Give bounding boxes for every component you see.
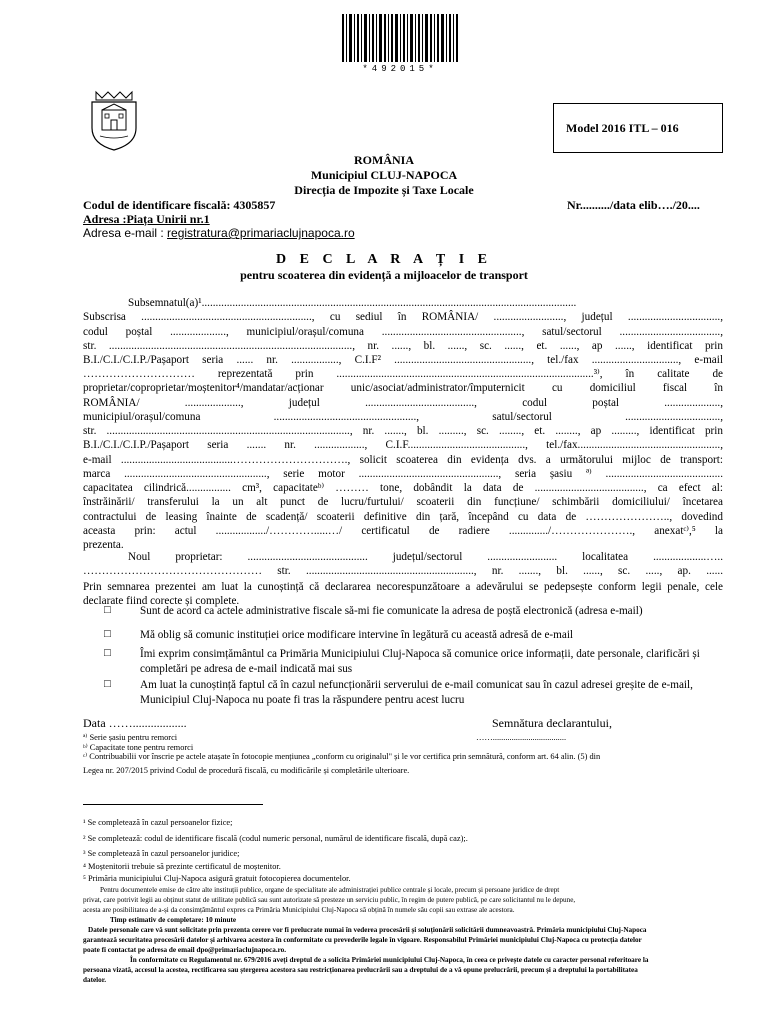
privacy-line: garantează securitatea procesării datelor și arhivarea acestora în conformitate cu prevederile legale în vigoare. Responsabilul Primăriei municipiului Cluj-Napoca cu protecția datelor — [83, 936, 642, 944]
privacy-line: În conformitate cu Regulamentul nr. 679/2016 aveți dreptul de a solicita Primăriei municipiului Cluj-Napoca, în ceea ce privește datele cu caracter personal referitoare la — [130, 956, 649, 964]
privacy-line: privat, care potrivit legii au obținut statut de utilitate publică sau sunt autorizate să presteze un serviciu public, în regim de putere publică, pe care solicitantul nu le depune, — [83, 896, 576, 904]
privacy-line: Timp estimativ de completare: 10 minute — [110, 916, 237, 924]
body-line: proprietar/coproprietar/moștenitor⁴/mandatar/acționar unic/asociat/administrator/împuternicit cu domiciliul fiscal în — [83, 382, 723, 394]
body-line: e-mail ........................................…………………………., solicit scoaterea din evidența dvs. a următorului mijloc de transport: — [83, 454, 723, 466]
note-line: Legea nr. 207/2015 privind Codul de procedură fiscală, cu modificările și completările ulterioare. — [83, 766, 410, 775]
body-line: Subscrisa ............................................................., cu sediul în ROMÂNIA/ ........................., județul ................................., — [83, 311, 723, 323]
consent-text: Îmi exprim consimțământul ca Primăria Municipiului Cluj-Napoca să comunice orice informații, date personale, clarificări și — [140, 648, 700, 660]
note-line: ª⁾ Serie șasiu pentru remorci — [83, 733, 178, 742]
consent-text: completări pe adresa de e-mail indicată mai sus — [140, 663, 353, 675]
body-line: str. ......................................................................................., nr. ......, bl. ......, sc. ......, et. ......, ap ......, identificat prin — [83, 340, 723, 352]
consent-text: Am luat la cunoștință faptul că în cazul nefuncționării serverului de e-mail comunicat sau în cazul adresei greșite de e-mail, — [140, 679, 693, 691]
document-subtitle: pentru scoaterea din evidență a mijloacelor de transport — [240, 268, 528, 282]
consent-text: Sunt de acord ca actele administrative fiscale să-mi fie comunicate la adresa de poștă electronică (adresa e-mail) — [140, 605, 643, 617]
directorate-heading: Direcția de Impozite și Taxe Locale — [294, 183, 474, 197]
document-title: D E C L A R A Ț I E — [276, 252, 492, 267]
footnote-line: ⁵ Primăria municipiului Cluj-Napoca asigură gratuit fotocopierea documentelor. — [83, 874, 351, 883]
body-line: municipiul/orașul/comuna ..................................................., satul/sectorul .................................., — [83, 411, 723, 423]
consent-text: Mă oblig să comunic instituției orice modificare intervine în legătură cu această adresă de e-mail — [140, 629, 574, 641]
body-line: prezenta. — [83, 539, 124, 551]
privacy-line: acesta are posibilitatea de a-și da consimțământul expres ca Primăria Municipiului Cluj-Napoca să obțină în numele său copii sau extrase ale acestora. — [83, 906, 515, 914]
signature-label: Semnătura declarantului, — [492, 716, 612, 730]
privacy-line: datelor. — [83, 976, 107, 984]
body-line: B.I./C.I./C.I.P./Pașaport seria ....... nr. .................., C.I.F.........................................., tel./fax..................................................., — [83, 439, 723, 451]
email-label: Adresa e-mail : — [83, 226, 168, 240]
body-line: Prin semnarea prezentei am luat la cunoștință că declararea necorespunzătoare a adevărului se pedepsește conform legii penale, cele — [83, 581, 723, 593]
body-line: ………………………… reprezentată prin ............................................................................................³⁾, în calitate de — [83, 368, 723, 380]
note-line: ᵇ⁾ Capacitate tone pentru remorci — [83, 743, 194, 752]
date-label: Data …….................. — [83, 716, 187, 730]
body-line: ROMÂNIA/ ...................., județul ......................................., codul poștal ...................., — [83, 397, 723, 409]
body-line: Noul proprietar: ........................................... județul/sectorul ......................... localitatea ...................….. — [128, 551, 723, 563]
city-seal-icon — [86, 88, 142, 152]
country-heading: ROMÂNIA — [354, 153, 414, 167]
body-line: aceasta prin: actul ................../………….....…/ certificatul de radiere ............../…………………., anexatᶜ⁾,⁵ la — [83, 525, 723, 537]
privacy-line: poate fi contactat pe adresa de email dpo@primariaclujnapoca.ro. — [83, 946, 287, 954]
model-box: Model 2016 ITL – 016 — [553, 103, 723, 153]
email-link[interactable]: registratura@primariaclujnapoca.ro — [167, 226, 355, 240]
privacy-line: Pentru documentele emise de către alte instituții publice, organe de specialitate ale administrației publice centrale și locale, precum și persoane juridice de drept — [100, 886, 560, 894]
address: Adresa :Piața Unirii nr.1 — [83, 212, 210, 226]
footnote-divider — [83, 804, 263, 805]
note-line: ᶜ⁾ Contribuabilii vor înscrie pe actele atașate în fotocopie mențiunea „conform cu originalul" și le vor certifica prin semnătură, conform art. 64 alin. (5) din — [83, 752, 601, 761]
footnote-line: ⁴ Moștenitorii trebuie să prezinte certificatul de moștenitor. — [83, 862, 281, 871]
footnote-line: ¹ Se completează în cazul persoanelor fizice; — [83, 818, 233, 827]
consent-text: Municipiul Cluj-Napoca nu poate fi tras la răspundere pentru acest lucru — [140, 694, 465, 706]
body-line: înstrăinării/ transferului la un alt punct de lucru/furtului/ scoaterii din funcțiune/ schimbării domiciliului/ încetarea — [83, 496, 723, 508]
body-line: marca ..................................................., serie motor .................................................., seria șasiu ª⁾ .......................................... — [83, 468, 723, 480]
body-line: B.I./C.I./C.I.P./Pașaport seria ...... nr. ................., C.I.F² ................................................., tel./fax ..............................., e-mail — [83, 354, 723, 366]
footnote-line: ³ Se completează în cazul persoanelor juridice; — [83, 849, 240, 858]
body-line: capacitatea cilindrică................ cm³, capacitateᵇ⁾ ……… tone, dobândit la data de ......................................., ca efect al: — [83, 482, 723, 494]
checkbox-icon: □ — [104, 628, 111, 640]
footnote-line: ² Se completează: codul de identificare fiscală (codul numeric personal, numărul de identificare fiscală, după caz);. — [83, 834, 468, 843]
number-date: Nr........../data elib…./20.... — [567, 198, 700, 212]
fiscal-code: Codul de identificare fiscală: 4305857 — [83, 198, 276, 212]
body-line: ………………………………………… str. ............................................................, nr. ......., bl. ......, sc. ....., ap. ...... — [83, 565, 723, 577]
privacy-line: Datele personale care vă sunt solicitate prin prezenta cerere vor fi prelucrate numai în vederea procesării și soluționării solicitării dumneavoastră. Primăria municipiului Cluj-Napoca — [88, 926, 647, 934]
checkbox-icon: □ — [104, 604, 111, 616]
checkbox-icon: □ — [104, 647, 111, 659]
signature-dots: ……................................... — [476, 733, 567, 742]
privacy-line: persoana vizată, accesul la acestea, rectificarea sau ștergerea acestora sau restricționarea prelucrării sau a dreptului de a vă opune prelucrării, precum și a dreptului la portabilitatea — [83, 966, 638, 974]
barcode-image — [340, 14, 460, 62]
body-line: contractului de leasing înainte de scadență/ scoaterii definitive din țară, începând cu data de ………………….., dovedind — [83, 511, 723, 523]
body-line: codul poștal ...................., municipiul/orașul/comuna .................................................., satul/sectorul ...................................., — [83, 326, 723, 338]
email-line — [83, 226, 355, 240]
checkbox-icon: □ — [104, 678, 111, 690]
body-line: str. ......................................................................................., nr. ......., bl. ........., sc. ........, et. ........, ap ........., identificat prin — [83, 425, 723, 437]
barcode-number: *492015* — [362, 64, 438, 74]
body-line: declarate fiind corecte și complete. — [83, 595, 240, 607]
municipality-heading: Municipiul CLUJ-NAPOCA — [310, 168, 458, 182]
body-line: Subsemnatul(a)¹...................................................................................................................................... — [128, 297, 577, 309]
